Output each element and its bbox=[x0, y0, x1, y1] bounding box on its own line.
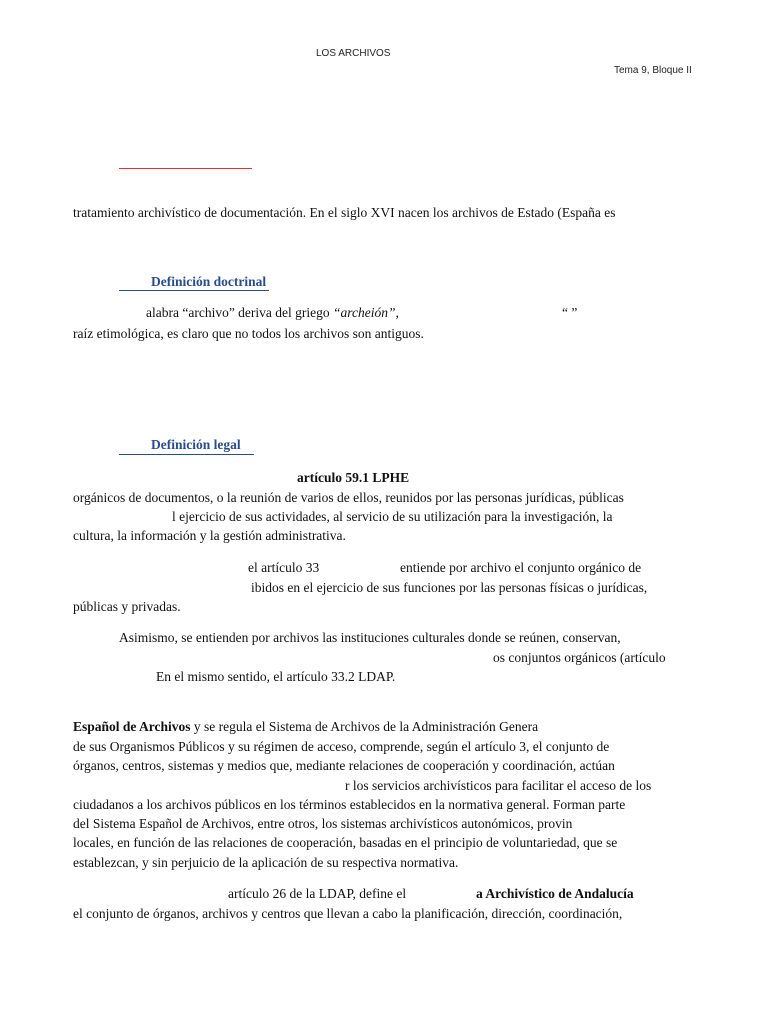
paragraph-line: el artículo 33 bbox=[248, 560, 320, 575]
paragraph-line bbox=[73, 717, 538, 736]
paragraph-line: entiende por archivo el conjunto orgánico de bbox=[400, 560, 642, 575]
paragraph-line: de sus Organismos Públicos y su régimen de acceso, comprende, según el artículo 3, el conjunto de bbox=[73, 739, 610, 754]
heading-definicion-doctrinal: Definición doctrinal bbox=[151, 274, 267, 289]
text-span: y se regula el Sistema de Archivos de la Administración Genera bbox=[190, 719, 539, 734]
quoted-blank: “ ” bbox=[562, 305, 578, 320]
paragraph-line: del Sistema Español de Archivos, entre otros, los sistemas archivísticos autonómicos, provin bbox=[73, 816, 573, 831]
italic-term: “archeión”, bbox=[333, 305, 399, 320]
document-title: LOS ARCHIVOS bbox=[316, 48, 391, 59]
paragraph-line: orgánicos de documentos, o la reunión de varios de ellos, reunidos por las personas jurídicas, públicas bbox=[73, 490, 624, 505]
document-subtitle: Tema 9, Bloque II bbox=[614, 65, 692, 76]
paragraph-line bbox=[146, 303, 399, 322]
paragraph-line: Asimismo, se entienden por archivos las instituciones culturales donde se reúnen, conservan, bbox=[119, 630, 621, 645]
paragraph-line: os conjuntos orgánicos (artículo bbox=[493, 650, 666, 665]
paragraph-line: establezcan, y sin perjuicio de la aplicación de su respectiva normativa. bbox=[73, 855, 459, 870]
paragraph-line: l ejercicio de sus actividades, al servicio de su utilización para la investigación, la bbox=[172, 509, 613, 524]
bold-term: a Archivístico de Andalucía bbox=[476, 886, 634, 901]
paragraph-line: En el mismo sentido, el artículo 33.2 LDAP. bbox=[156, 669, 396, 684]
paragraph-line: ibidos en el ejercicio de sus funciones por las personas físicas o jurídicas, bbox=[251, 580, 648, 595]
article-reference: artículo 59.1 LPHE bbox=[297, 470, 410, 485]
text-span: alabra “archivo” deriva del griego bbox=[146, 305, 334, 320]
paragraph-line: artículo 26 de la LDAP, define el bbox=[228, 886, 407, 901]
paragraph-line: r los servicios archivísticos para facilitar el acceso de los bbox=[345, 778, 652, 793]
red-underline-divider bbox=[119, 168, 252, 169]
paragraph-line: órganos, centros, sistemas y medios que, mediante relaciones de cooperación y coordinación, actúan bbox=[73, 758, 615, 773]
heading-underline bbox=[119, 290, 269, 291]
paragraph-line: el conjunto de órganos, archivos y centros que llevan a cabo la planificación, dirección, coordinación, bbox=[73, 906, 623, 921]
paragraph-line: cultura, la información y la gestión administrativa. bbox=[73, 528, 346, 543]
paragraph-line: locales, en función de las relaciones de cooperación, basadas en el principio de voluntariedad, que se bbox=[73, 835, 618, 850]
bold-term: Español de Archivos bbox=[73, 719, 191, 734]
paragraph-line: ciudadanos a los archivos públicos en los términos establecidos en la normativa general. Forman parte bbox=[73, 797, 626, 812]
intro-line: tratamiento archivístico de documentación. En el siglo XVI nacen los archivos de Estado (España es bbox=[73, 205, 616, 220]
paragraph-line: raíz etimológica, es claro que no todos los archivos son antiguos. bbox=[73, 326, 424, 341]
paragraph-line: públicas y privadas. bbox=[73, 599, 181, 614]
heading-underline bbox=[119, 454, 254, 455]
heading-definicion-legal: Definición legal bbox=[151, 437, 241, 452]
